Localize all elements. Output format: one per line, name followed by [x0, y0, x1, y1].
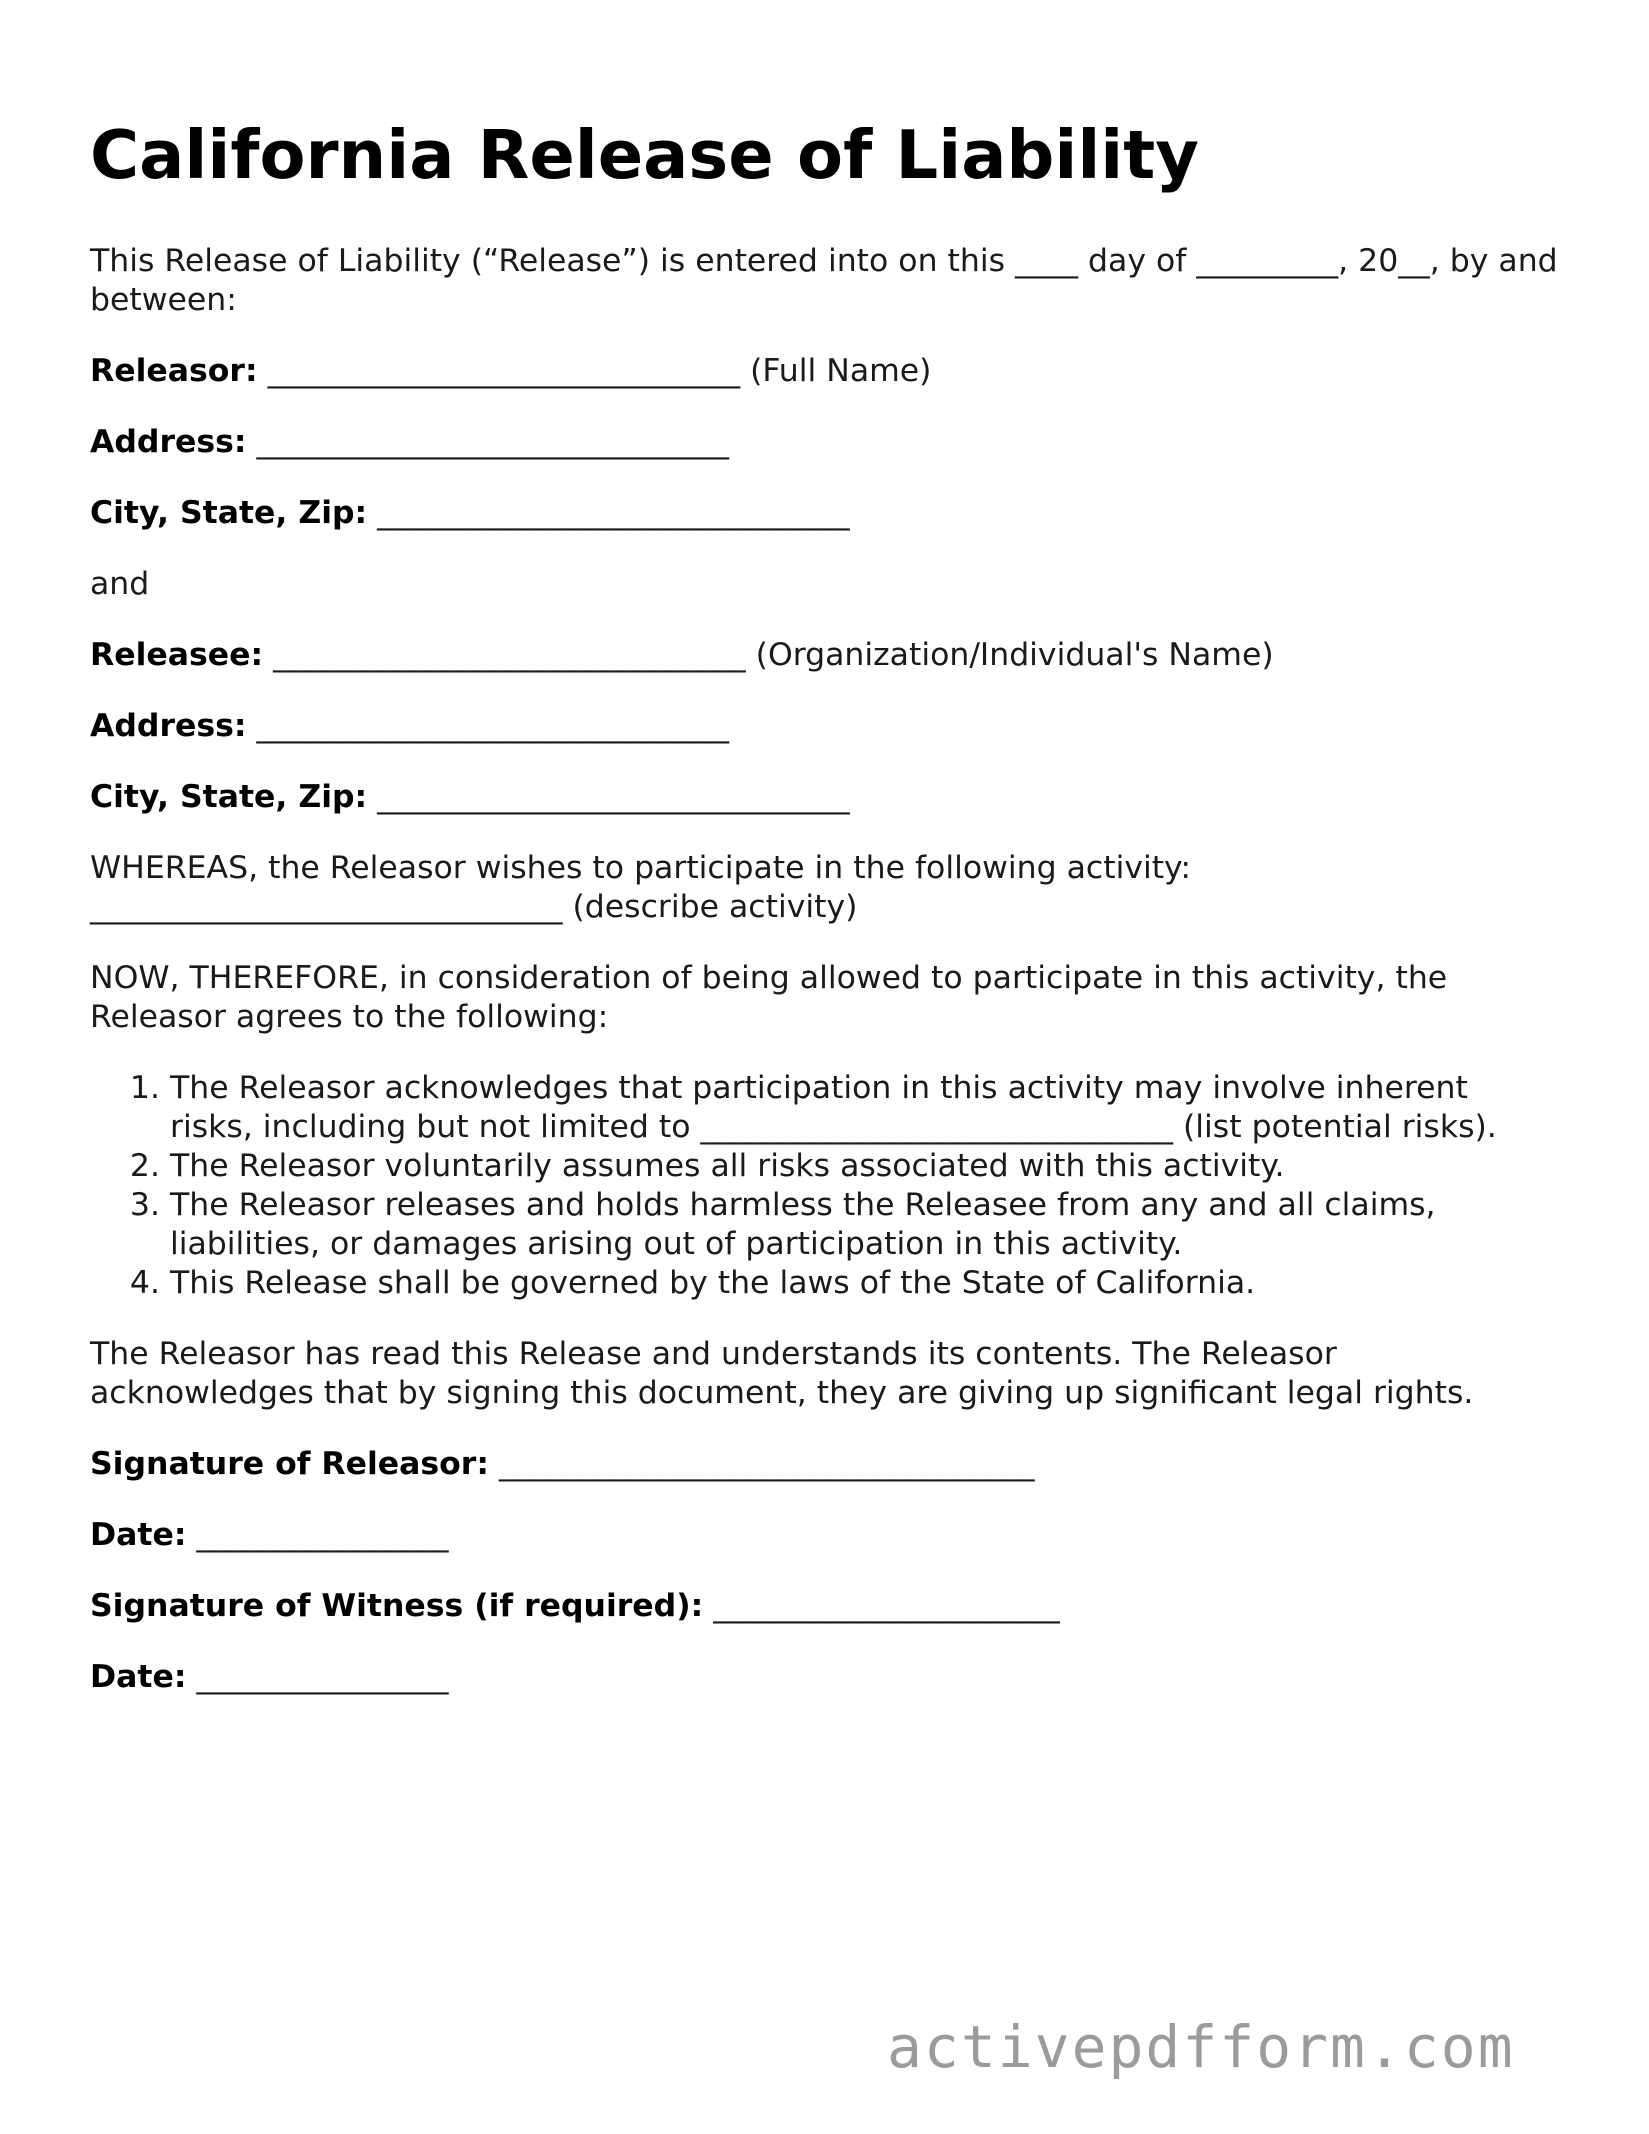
and-text: and [90, 566, 150, 602]
witness-signature-line [90, 1587, 1560, 1626]
releasor-city-line [90, 494, 1560, 533]
releasor-name-label: Releasor: [90, 353, 258, 389]
document-page [90, 112, 1560, 1729]
document-title: California Release of Liability [90, 116, 1199, 194]
releasee-city-line [90, 778, 1560, 817]
releasee-city-label: City, State, Zip: [90, 779, 368, 815]
releasee-address-field: ______________________________ [246, 708, 729, 744]
releasee-address-label: Address: [90, 708, 247, 744]
term-item: 2. The Releasor voluntarily assumes all risks associated with this activity. [170, 1147, 1560, 1186]
intro-paragraph: This Release of Liability (“Release”) is entered into on this ____ day of _________, 20__, by and between: [90, 243, 1558, 318]
releasor-city-field: ______________________________ [367, 495, 850, 531]
releasor-signature-line [90, 1445, 1560, 1484]
releasee-city-field: ______________________________ [367, 779, 850, 815]
releasor-signature-field: __________________________________ [488, 1446, 1035, 1482]
whereas-paragraph: WHEREAS, the Releasor wishes to participate in the following activity: ______________________________ (describe activity) [90, 850, 1192, 925]
releasee-name-label: Releasee: [90, 637, 264, 673]
witness-date-label: Date: [90, 1659, 187, 1695]
terms-list [90, 1069, 1560, 1303]
witness-signature-field: ______________________ [703, 1588, 1060, 1624]
watermark-text: activepdfform.com [887, 2013, 1515, 2081]
releasee-name-field: ______________________________ (Organization/Individual's Name) [263, 637, 1274, 673]
acknowledgment-paragraph: The Releasor has read this Release and understands its contents. The Releasor acknowledges that by signing this document, they are giving up significant legal rights. [90, 1336, 1474, 1411]
term-item: 4. This Release shall be governed by the laws of the State of California. [170, 1264, 1560, 1303]
releasor-signature-label: Signature of Releasor: [90, 1446, 489, 1482]
releasor-address-label: Address: [90, 424, 247, 460]
term-item: 3. The Releasor releases and holds harmless the Releasee from any and all claims, liabilities, or damages arising out of participation in this activity. [170, 1186, 1560, 1264]
witness-date-field: ________________ [186, 1659, 449, 1695]
now-therefore-paragraph: NOW, THEREFORE, in consideration of being allowed to participate in this activity, the Releasor agrees to the following: [90, 960, 1448, 1035]
releasor-date-line [90, 1516, 1560, 1555]
releasee-address-line [90, 707, 1560, 746]
releasor-name-field: ______________________________ (Full Name) [257, 353, 932, 389]
releasor-name-line [90, 352, 1560, 391]
releasor-address-line [90, 423, 1560, 462]
releasee-name-line [90, 636, 1560, 675]
witness-date-line [90, 1658, 1560, 1697]
releasor-date-field: ________________ [186, 1517, 449, 1553]
witness-signature-label: Signature of Witness (if required): [90, 1588, 704, 1624]
releasor-date-label: Date: [90, 1517, 187, 1553]
term-item: 1. The Releasor acknowledges that participation in this activity may involve inherent risks, including but not limited to ______________________________ (list potential risks). [170, 1069, 1560, 1147]
releasor-city-label: City, State, Zip: [90, 495, 368, 531]
releasor-address-field: ______________________________ [246, 424, 729, 460]
